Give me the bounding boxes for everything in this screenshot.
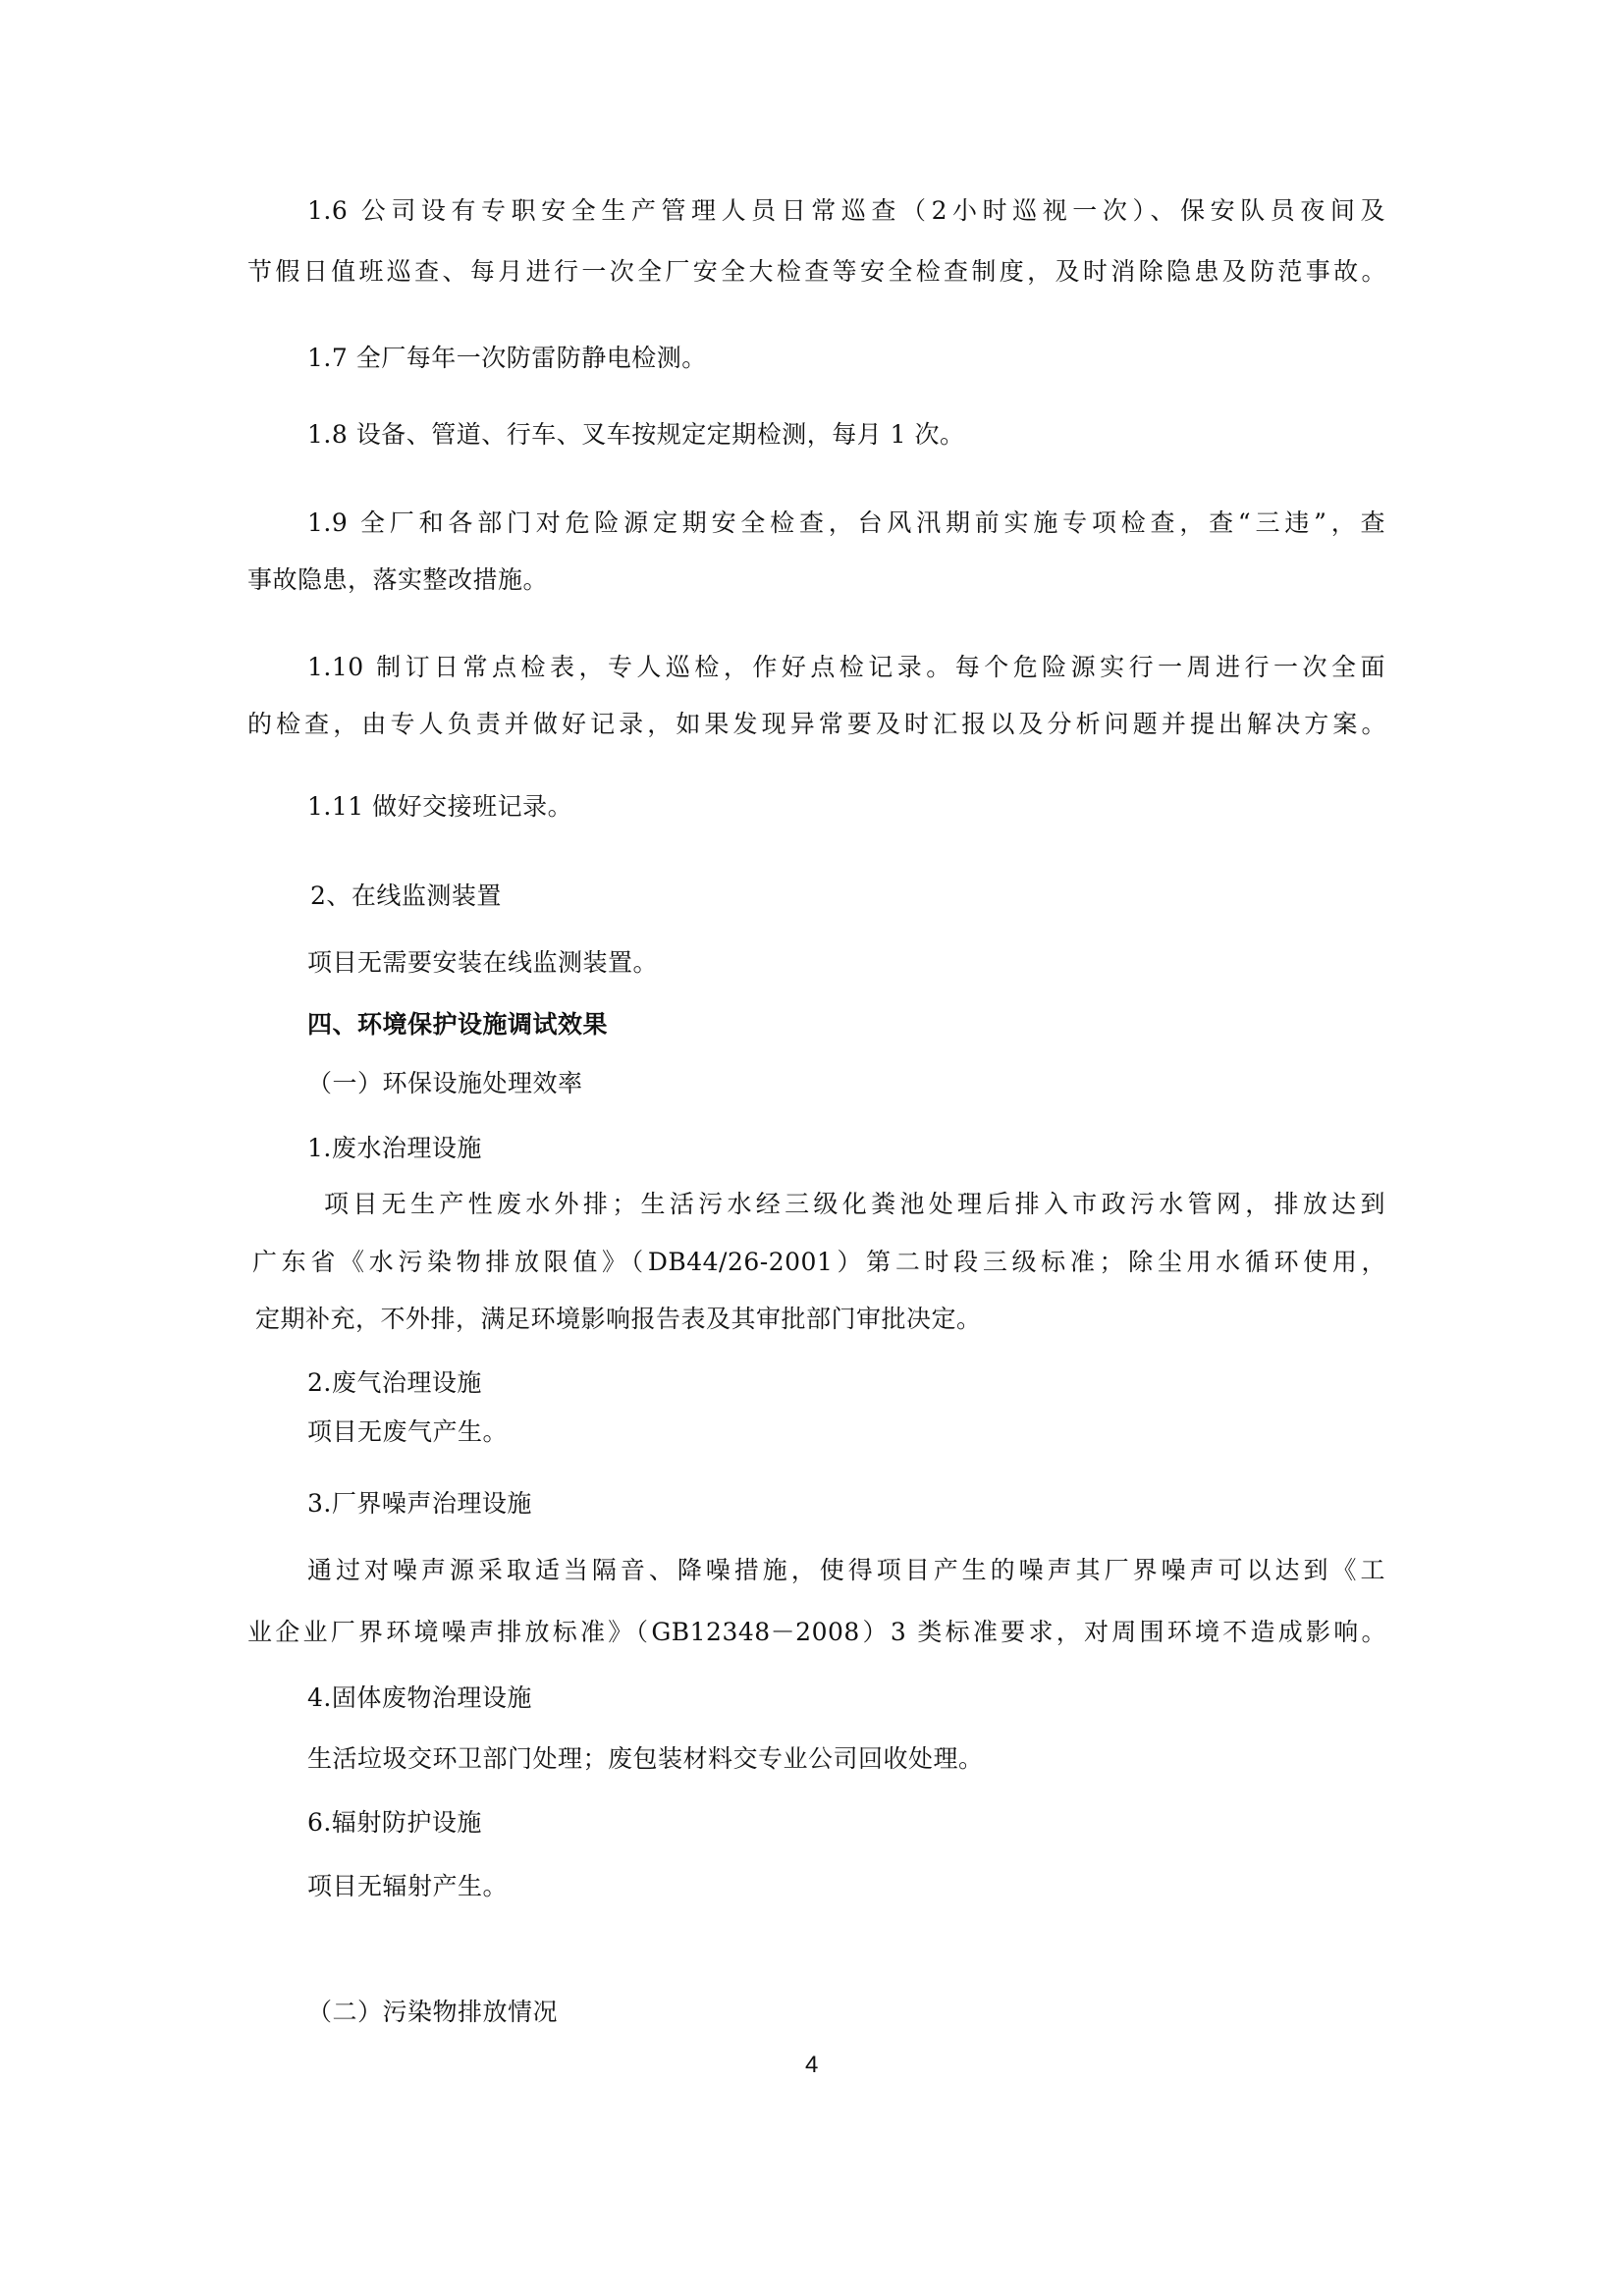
noise-heading: 3.厂界噪声治理设施 <box>307 1489 532 1518</box>
chapter-4-heading: 四、环境保护设施调试效果 <box>307 1010 609 1039</box>
wastewater-line2: 广东省《水污染物排放限值》（DB44/26-2001）第二时段三级标准；除尘用水循环使用， <box>252 1248 1386 1276</box>
subsection-2-heading: （二）污染物排放情况 <box>307 1998 559 2026</box>
solid-waste-text: 生活垃圾交环卫部门处理；废包装材料交专业公司回收处理。 <box>307 1744 984 1773</box>
subsection-1-heading: （一）环保设施处理效率 <box>307 1069 583 1097</box>
radiation-text: 项目无辐射产生。 <box>307 1872 509 1900</box>
wastewater-heading: 1.废水治理设施 <box>307 1134 482 1162</box>
item-1-9-line1: 1.9 全厂和各部门对危险源定期安全检查，台风汛期前实施专项检查，查“三违”，查 <box>307 508 1385 537</box>
noise-line2: 业企业厂界环境噪声排放标准》（GB12348－2008）3 类标准要求，对周围环境不造成影响。 <box>247 1618 1386 1646</box>
item-1-7: 1.7 全厂每年一次防雷防静电检测。 <box>307 344 707 372</box>
radiation-heading: 6.辐射防护设施 <box>307 1808 482 1837</box>
item-1-8: 1.8 设备、管道、行车、叉车按规定定期检测，每月 1 次。 <box>307 420 965 449</box>
online-monitoring-heading: 2、在线监测装置 <box>310 881 502 910</box>
online-monitoring-text: 项目无需要安装在线监测装置。 <box>307 948 659 977</box>
item-1-10-line2: 的检查，由专人负责并做好记录，如果发现异常要及时汇报以及分析问题并提出解决方案。 <box>247 710 1386 738</box>
waste-gas-heading: 2.废气治理设施 <box>307 1368 482 1397</box>
noise-line1: 通过对噪声源采取适当隔音、降噪措施，使得项目产生的噪声其厂界噪声可以达到《工 <box>307 1556 1385 1584</box>
item-1-10-line1: 1.10 制订日常点检表，专人巡检，作好点检记录。每个危险源实行一周进行一次全面 <box>307 653 1385 681</box>
wastewater-line3: 定期补充，不外排，满足环境影响报告表及其审批部门审批决定。 <box>255 1305 982 1333</box>
item-1-9-line2: 事故隐患，落实整改措施。 <box>247 565 549 594</box>
item-1-6-line2: 节假日值班巡查、每月进行一次全厂安全大检查等安全检查制度，及时消除隐患及防范事故。 <box>247 257 1386 286</box>
item-1-11: 1.11 做好交接班记录。 <box>307 792 573 821</box>
page-number: 4 <box>805 2052 819 2078</box>
item-1-6-line1: 1.6 公司设有专职安全生产管理人员日常巡查（2小时巡视一次）、保安队员夜间及 <box>307 196 1385 225</box>
solid-waste-heading: 4.固体废物治理设施 <box>307 1683 532 1712</box>
wastewater-line1: 项目无生产性废水外排；生活污水经三级化粪池处理后排入市政污水管网，排放达到 <box>324 1190 1385 1218</box>
waste-gas-text: 项目无废气产生。 <box>307 1417 509 1446</box>
